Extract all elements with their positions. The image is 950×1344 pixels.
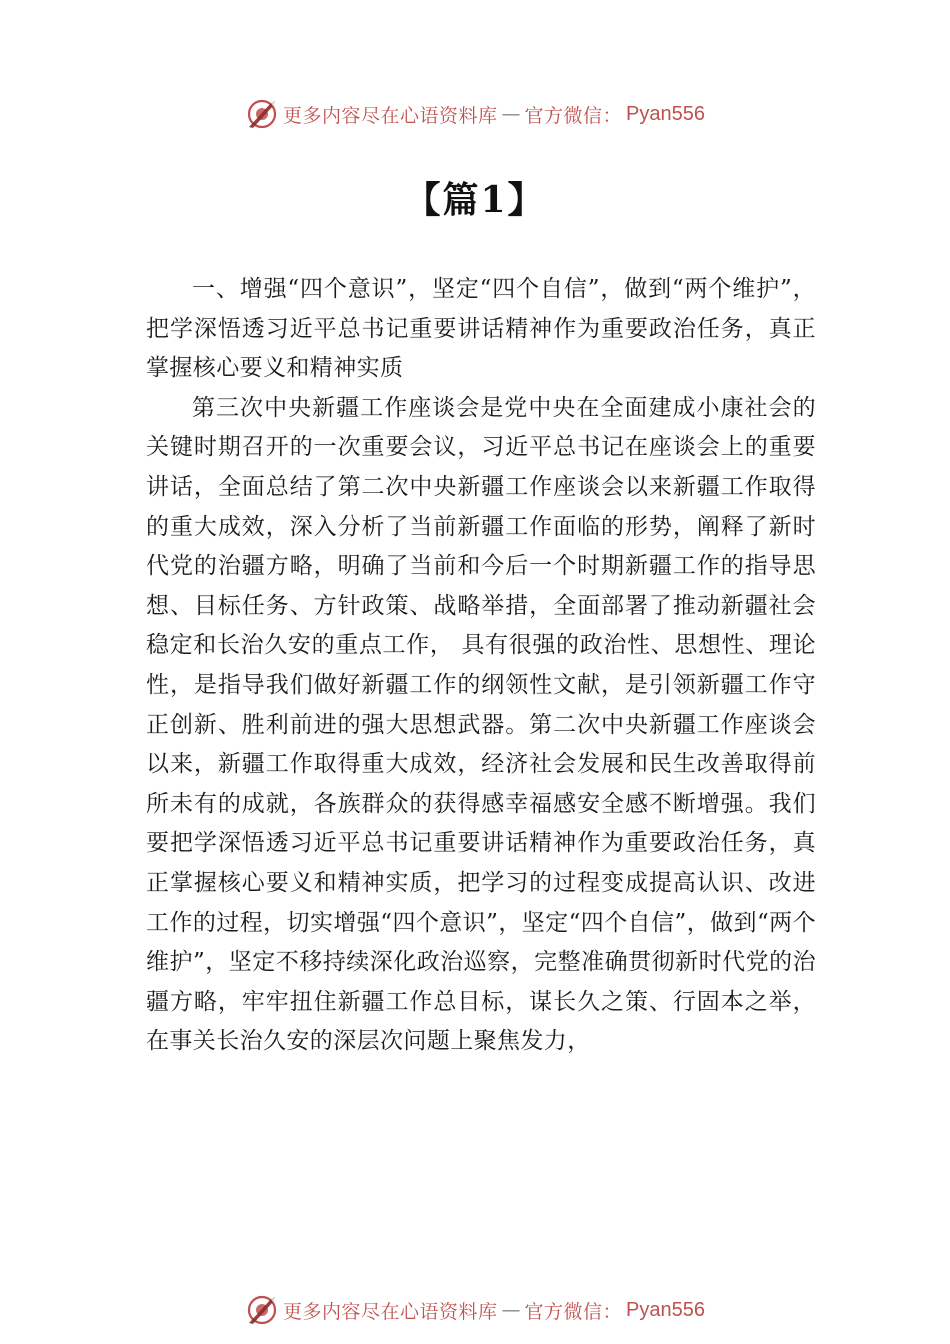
banner-separator: — [501,103,521,125]
banner-wechat-id: Pyan556 [626,1298,705,1321]
quill-pen-circle-logo-icon [245,97,279,131]
footer-banner [0,1290,950,1330]
paragraph-heading: 一、增强“四个意识”，坚定“四个自信”，做到“两个维护”，把学深悟透习近平总书记重要讲话精神作为重要政治任务，真正掌握核心要义和精神实质 [146,276,816,382]
document-title: 【篇1】 [404,179,546,221]
banner-promo-text: 更多内容尽在心语资料库 [283,104,498,127]
banner-promo-text: 更多内容尽在心语资料库 [283,1300,498,1323]
banner-wechat-id: Pyan556 [626,102,705,125]
quill-pen-circle-logo-icon [245,1293,279,1327]
header-banner [0,94,950,134]
banner-separator: — [501,1299,521,1321]
document-body [146,270,816,1062]
paragraph-body: 第三次中央新疆工作座谈会是党中央在全面建成小康社会的关键时期召开的一次重要会议，习近平总书记在座谈会上的重要讲话，全面总结了第二次中央新疆工作座谈会以来新疆工作取得的重大成效，深入分析了当前新疆工作面临的形势，阐释了新时代党的治疆方略，明确了当前和今后一个时期新疆工作的指导思想、目标任务、方针政策、战略举措，全面部署了推动新疆社会稳定和长治久安的重点工作， 具有很强的政治性、思想性、理论性，是指导我们做好新疆工作的纲领性文献，是引领新疆工作守正创新、胜利前进的强大思想武器。第二次中央新疆工作座谈会以来，新疆工作取得重大成效，经济社会发展和民生改善取得前所未有的成就，各族群众的获得感幸福感安全感不断增强。我们要把学深悟透习近平总书记重要讲话精神作为重要政治任务，真正掌握核心要义和精神实质，把学习的过程变成提高认识、改进工作的过程，切实增强“四个意识”，坚定“四个自信”，做到“两个维护”，坚定不移持续深化政治巡察，完整准确贯彻新时代党的治疆方略，牢牢扭住新疆工作总目标，谋长久之策、行固本之举，在事关长治久安的深层次问题上聚焦发力， [146,394,816,1055]
banner-wechat-label: 官方微信： [524,104,623,127]
banner-wechat-label: 官方微信： [524,1300,623,1323]
